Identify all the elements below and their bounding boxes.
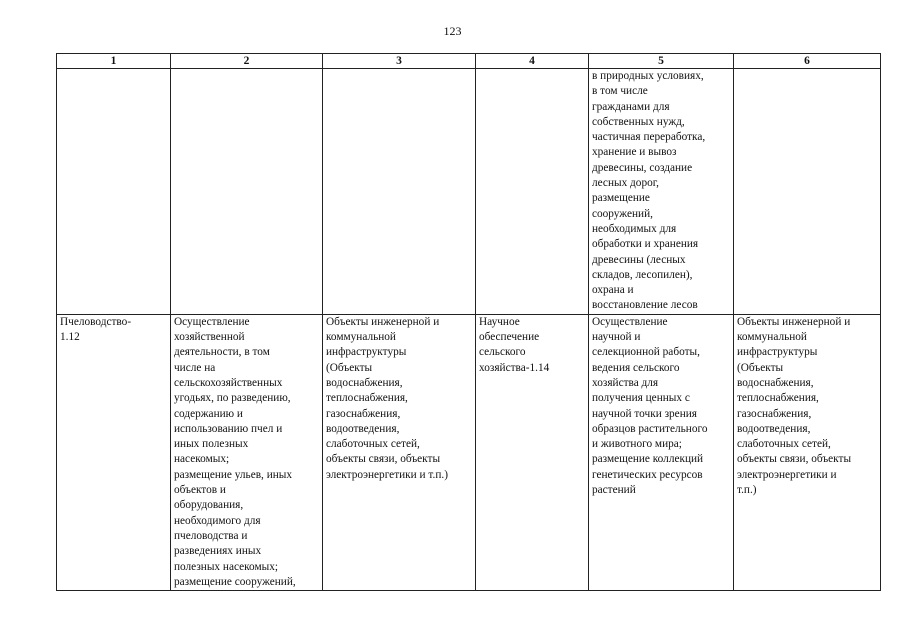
table-cell: [589, 69, 734, 315]
table-cell: [589, 314, 734, 590]
table-cell: [476, 314, 589, 590]
table-cell: [734, 314, 881, 590]
cell-text: в природных условиях, в том числе гражданами для собственных нужд, частичная переработка, хранение и вывоз древесины, создание лесных дорог, размещение сооружений, необходимых для обработки и хранения древесины (лесных складов, лесопилен), охрана и восстановление лесов: [592, 70, 706, 312]
table-cell: [171, 69, 323, 315]
table-cell: [171, 314, 323, 590]
column-header-5: 5: [589, 54, 734, 69]
column-header-4: 4: [476, 54, 589, 69]
column-header-6: 6: [734, 54, 881, 69]
table-row: [57, 314, 881, 590]
cell-text: Объекты инженерной и коммунальной инфраструктуры (Объекты водоснабжения, теплоснабжения, газоснабжения, водоотведения, слаботочных сетей, объекты связи, объекты электроэнергетики и т.п.): [737, 315, 852, 497]
cell-text: Научное обеспечение сельского хозяйства-1.14: [479, 315, 550, 374]
cell-text: Осуществление научной и селекционной работы, ведения сельского хозяйства для получения ценных с научной точки зрения образцов растительного и животного мира; размещение коллекций генетических ресурсов растений: [592, 315, 708, 497]
cell-text: Объекты инженерной и коммунальной инфраструктуры (Объекты водоснабжения, теплоснабжения, газоснабжения, водоотведения, слаботочных сетей, объекты связи, объекты электроэнергетики и т.п.): [326, 315, 448, 481]
table-cell: [57, 314, 171, 590]
column-header-1: 1: [57, 54, 171, 69]
column-header-3: 3: [323, 54, 476, 69]
table-cell: [323, 69, 476, 315]
table-header-row: [57, 54, 881, 69]
cell-text: Пчеловодство- 1.12: [60, 315, 132, 344]
table-cell: [476, 69, 589, 315]
page-number: 123: [443, 24, 462, 38]
column-header-2: 2: [171, 54, 323, 69]
land-use-table: [56, 53, 881, 591]
table-cell: [734, 69, 881, 315]
cell-text: Осуществление хозяйственной деятельности, в том числе на сельскохозяйственных угодьях, по разведению, содержанию и использованию пчел и иных полезных насекомых; размещение ульев, иных объектов и оборудования, необходимого для пчеловодства и разведениях иных полезных насекомых; размещение сооружений,: [174, 315, 296, 588]
table-cell: [323, 314, 476, 590]
table-row: [57, 69, 881, 315]
table-cell: [57, 69, 171, 315]
